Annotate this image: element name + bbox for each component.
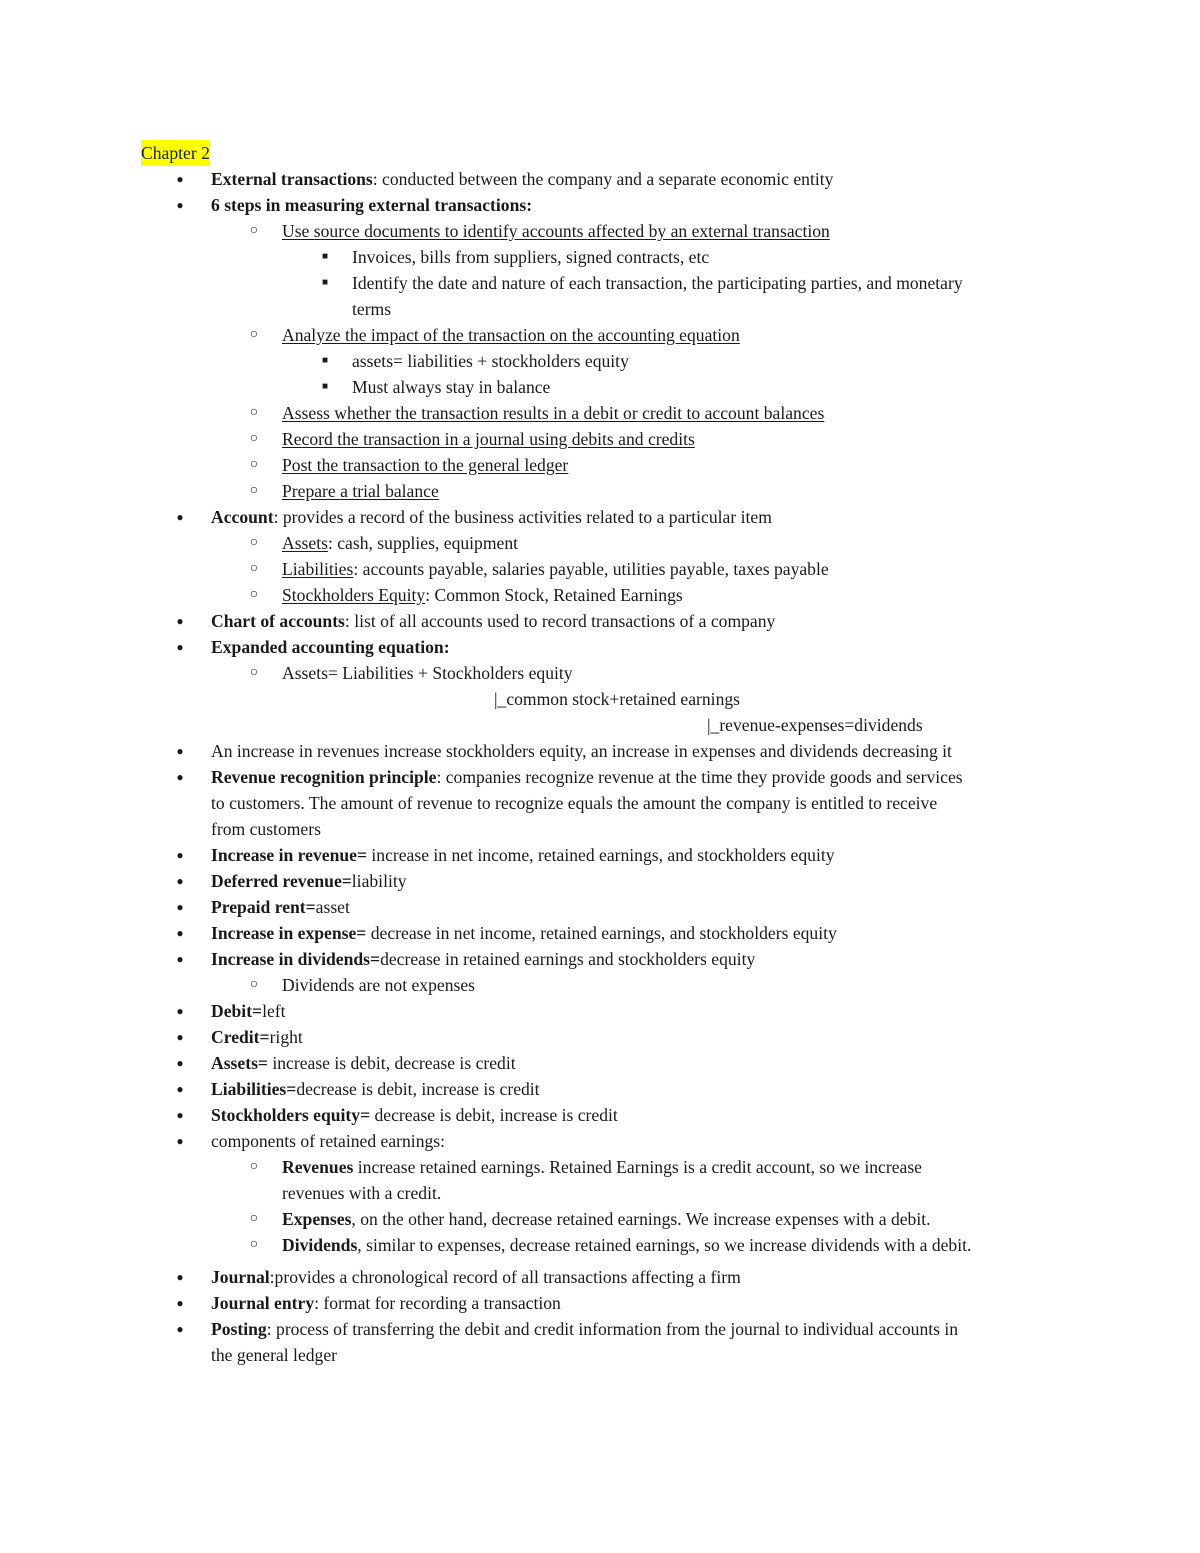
definition-text: decrease is debit, increase is credit xyxy=(296,1079,540,1099)
list-item-text xyxy=(211,1024,303,1050)
definition-text: the general ledger xyxy=(211,1345,338,1365)
list-item-text xyxy=(211,1290,561,1316)
definition-text: An increase in revenues increase stockholders equity, an increase in expenses and dividends decreasing it xyxy=(211,741,952,761)
list-item-text xyxy=(211,816,321,842)
list-item-text xyxy=(352,244,709,270)
definition-text: : Common Stock, Retained Earnings xyxy=(425,585,683,605)
list-item-text xyxy=(282,426,695,452)
bullet-disc-icon: ● xyxy=(176,1134,184,1148)
list-item-text xyxy=(282,218,830,244)
list-item-text xyxy=(282,1232,971,1258)
bullet-disc-icon: ● xyxy=(176,744,184,758)
bullet-disc-icon: ● xyxy=(176,614,184,628)
definition-text: increase is debit, decrease is credit xyxy=(267,1053,516,1073)
underlined-term: Liabilities xyxy=(282,559,354,579)
bullet-square-icon: ■ xyxy=(321,251,329,262)
underlined-term: Assets xyxy=(282,533,328,553)
bullet-circle-icon: ○ xyxy=(249,977,259,992)
list-item-text xyxy=(211,894,350,920)
bullet-disc-icon: ● xyxy=(176,848,184,862)
bullet-circle-icon: ○ xyxy=(249,327,259,342)
definition-text: liability xyxy=(351,871,407,891)
definition-text: Assets= Liabilities + Stockholders equity xyxy=(282,663,573,683)
definition-text: assets= liabilities + stockholders equity xyxy=(352,351,629,371)
list-item-text xyxy=(211,946,755,972)
list-item-text xyxy=(211,1102,618,1128)
list-item-text xyxy=(282,400,824,426)
list-item-text xyxy=(282,660,573,686)
bullet-square-icon: ■ xyxy=(321,381,329,392)
list-item-text xyxy=(211,634,450,660)
definition-text: : conducted between the company and a separate economic entity xyxy=(372,169,834,189)
bullet-disc-icon: ● xyxy=(176,510,184,524)
underlined-term: Record the transaction in a journal using debits and credits xyxy=(282,429,695,449)
list-item-text xyxy=(211,842,835,868)
list-item-text xyxy=(282,530,518,556)
list-item-text xyxy=(352,348,629,374)
list-item-text xyxy=(282,452,568,478)
bullet-disc-icon: ● xyxy=(176,640,184,654)
list-item-text xyxy=(211,764,963,790)
term-label: Prepaid rent= xyxy=(211,897,316,917)
definition-text: right xyxy=(269,1027,303,1047)
term-label: Account xyxy=(211,507,274,527)
list-item-text xyxy=(282,582,683,608)
term-label: Assets= xyxy=(211,1053,268,1073)
bullet-circle-icon: ○ xyxy=(249,587,259,602)
term-label: Stockholders equity= xyxy=(211,1105,371,1125)
term-label: Deferred revenue= xyxy=(211,871,352,891)
definition-text: : list of all accounts used to record transactions of a company xyxy=(344,611,776,631)
list-item-text xyxy=(494,686,740,712)
definition-text: to customers. The amount of revenue to recognize equals the amount the company is entitled to receive xyxy=(211,793,938,813)
definition-text: decrease in retained earnings and stockholders equity xyxy=(380,949,756,969)
term-label: Journal entry xyxy=(211,1293,315,1313)
list-item-text xyxy=(211,1128,445,1154)
list-item-text xyxy=(211,504,772,530)
term-label: Liabilities= xyxy=(211,1079,297,1099)
definition-text: left xyxy=(262,1001,286,1021)
definition-text: terms xyxy=(352,299,392,319)
term-label: Posting xyxy=(211,1319,267,1339)
definition-text: : accounts payable, salaries payable, utilities payable, taxes payable xyxy=(353,559,829,579)
term-label: Credit= xyxy=(211,1027,270,1047)
definition-text: decrease in net income, retained earnings, and stockholders equity xyxy=(366,923,837,943)
bullet-square-icon: ■ xyxy=(321,355,329,366)
bullet-disc-icon: ● xyxy=(176,952,184,966)
term-label: Increase in dividends= xyxy=(211,949,381,969)
definition-text: from customers xyxy=(211,819,321,839)
bullet-disc-icon: ● xyxy=(176,1004,184,1018)
term-label: Revenue recognition principle xyxy=(211,767,437,787)
underlined-term: Use source documents to identify accounts affected by an external transaction xyxy=(282,221,830,241)
term-label: Expanded accounting equation: xyxy=(211,637,450,657)
list-item-text xyxy=(282,1154,922,1180)
bullet-disc-icon: ● xyxy=(176,198,184,212)
bullet-circle-icon: ○ xyxy=(249,535,259,550)
definition-text: : process of transferring the debit and credit information from the journal to individual accounts in xyxy=(266,1319,959,1339)
definition-text: increase retained earnings. Retained Earnings is a credit account, so we increase xyxy=(353,1157,922,1177)
definition-text: : provides a record of the business activities related to a particular item xyxy=(273,507,772,527)
list-item-text xyxy=(211,192,532,218)
list-item-text xyxy=(211,166,833,192)
list-item-text xyxy=(211,790,937,816)
bullet-disc-icon: ● xyxy=(176,926,184,940)
term-label: Revenues xyxy=(282,1157,354,1177)
bullet-square-icon: ■ xyxy=(321,277,329,288)
list-item-text xyxy=(282,972,475,998)
list-item-text xyxy=(211,920,837,946)
definition-text: Invoices, bills from suppliers, signed contracts, etc xyxy=(352,247,710,267)
definition-text: decrease is debit, increase is credit xyxy=(370,1105,618,1125)
underlined-term: Analyze the impact of the transaction on the accounting equation xyxy=(282,325,740,345)
term-label: Debit= xyxy=(211,1001,263,1021)
list-item-text xyxy=(707,712,923,738)
list-item-text xyxy=(211,1050,516,1076)
list-item-text xyxy=(282,556,829,582)
bullet-disc-icon: ● xyxy=(176,1082,184,1096)
definition-text: Dividends are not expenses xyxy=(282,975,475,995)
term-label: Chart of accounts xyxy=(211,611,345,631)
bullet-circle-icon: ○ xyxy=(249,1211,259,1226)
bullet-circle-icon: ○ xyxy=(249,561,259,576)
list-item-text xyxy=(282,478,439,504)
bullet-circle-icon: ○ xyxy=(249,665,259,680)
bullet-circle-icon: ○ xyxy=(249,431,259,446)
bullet-disc-icon: ● xyxy=(176,770,184,784)
definition-text: : companies recognize revenue at the time they provide goods and services xyxy=(436,767,963,787)
definition-text: : cash, supplies, equipment xyxy=(327,533,519,553)
list-item-text xyxy=(211,998,286,1024)
definition-text: , on the other hand, decrease retained earnings. We increase expenses with a debit. xyxy=(351,1209,931,1229)
bullet-circle-icon: ○ xyxy=(249,1159,259,1174)
bullet-disc-icon: ● xyxy=(176,874,184,888)
bullet-disc-icon: ● xyxy=(176,900,184,914)
definition-text: Must always stay in balance xyxy=(352,377,551,397)
bullet-circle-icon: ○ xyxy=(249,483,259,498)
list-item-text xyxy=(282,322,740,348)
list-item-text xyxy=(352,270,963,296)
underlined-term: Prepare a trial balance xyxy=(282,481,439,501)
list-item-text xyxy=(211,1342,337,1368)
bullet-disc-icon: ● xyxy=(176,1296,184,1310)
list-item-text xyxy=(352,296,391,322)
definition-text: components of retained earnings: xyxy=(211,1131,446,1151)
term-label: External transactions xyxy=(211,169,373,189)
list-item-text xyxy=(352,374,550,400)
bullet-disc-icon: ● xyxy=(176,1322,184,1336)
term-label: Increase in revenue= xyxy=(211,845,367,865)
bullet-disc-icon: ● xyxy=(176,172,184,186)
list-item-text xyxy=(282,1206,931,1232)
list-item-text xyxy=(282,1180,441,1206)
term-label: Increase in expense= xyxy=(211,923,367,943)
chapter-heading: Chapter 2 xyxy=(141,140,210,166)
definition-text: asset xyxy=(315,897,350,917)
bullet-disc-icon: ● xyxy=(176,1270,184,1284)
definition-text: |_common stock+retained earnings xyxy=(494,689,741,709)
list-item-text xyxy=(211,608,775,634)
term-label: Dividends xyxy=(282,1235,358,1255)
term-label: 6 steps in measuring external transactions: xyxy=(211,195,533,215)
bullet-circle-icon: ○ xyxy=(249,457,259,472)
underlined-term: Assess whether the transaction results in a debit or credit to account balances xyxy=(282,403,825,423)
bullet-circle-icon: ○ xyxy=(249,223,259,238)
underlined-term: Stockholders Equity xyxy=(282,585,426,605)
list-item-text xyxy=(211,738,952,764)
list-item-text xyxy=(211,868,407,894)
definition-text: |_revenue-expenses=dividends xyxy=(707,715,923,735)
term-label: Expenses xyxy=(282,1209,352,1229)
definition-text: revenues with a credit. xyxy=(282,1183,442,1203)
list-item-text xyxy=(211,1076,540,1102)
definition-text: : format for recording a transaction xyxy=(314,1293,561,1313)
definition-text: increase in net income, retained earnings, and stockholders equity xyxy=(366,845,835,865)
bullet-disc-icon: ● xyxy=(176,1030,184,1044)
definition-text: Identify the date and nature of each transaction, the participating parties, and monetary xyxy=(352,273,963,293)
bullet-disc-icon: ● xyxy=(176,1108,184,1122)
term-label: Journal xyxy=(211,1267,270,1287)
list-item-text xyxy=(211,1316,958,1342)
bullet-disc-icon: ● xyxy=(176,1056,184,1070)
definition-text: , similar to expenses, decrease retained earnings, so we increase dividends with a debit. xyxy=(357,1235,972,1255)
bullet-circle-icon: ○ xyxy=(249,405,259,420)
definition-text: :provides a chronological record of all transactions affecting a firm xyxy=(269,1267,741,1287)
bullet-circle-icon: ○ xyxy=(249,1237,259,1252)
list-item-text xyxy=(211,1264,741,1290)
underlined-term: Post the transaction to the general ledger xyxy=(282,455,569,475)
